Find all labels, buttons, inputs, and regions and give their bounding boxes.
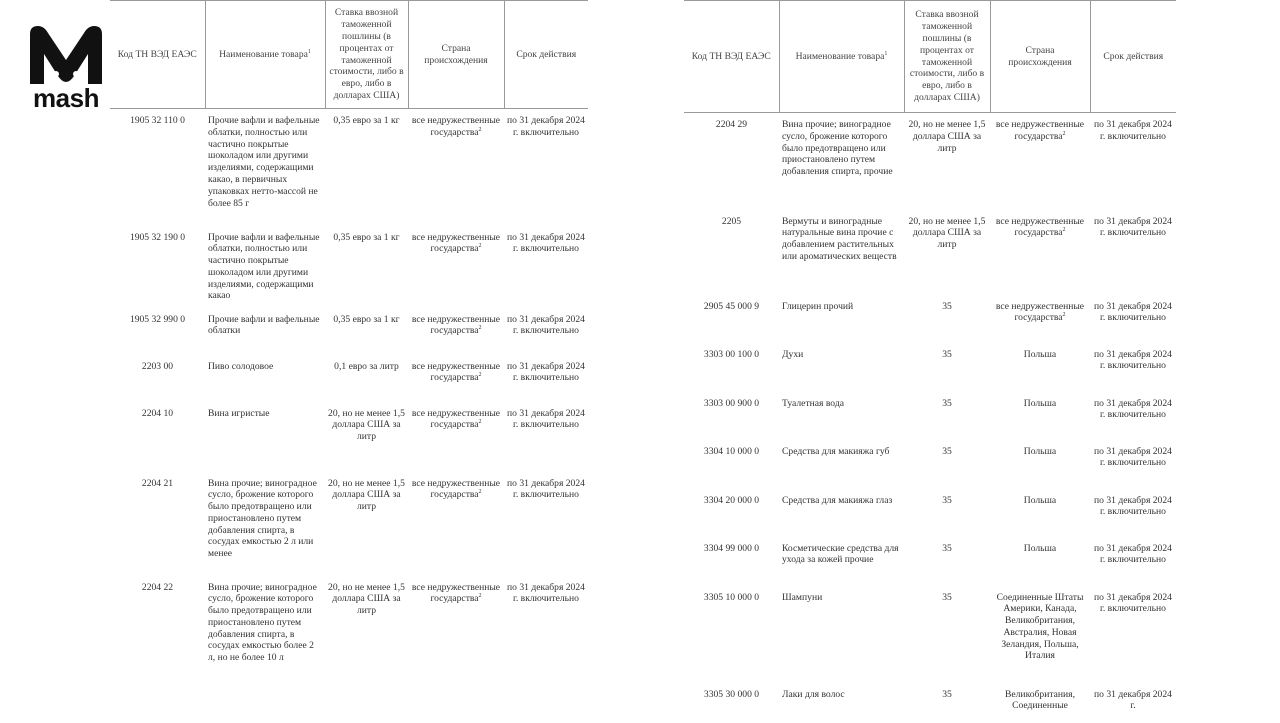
cell-rate: 35 [942,688,952,700]
cell-rate: 0,1 евро за литр [334,360,399,372]
cell-rate: 20, но не менее 1,5 доллара США за литр [328,407,405,443]
cell-country: Соединенные Штаты Америки, Канада, Великобритания, Австралия, Новая Зеландия, Польша, Италия [996,591,1084,662]
table-row [684,392,1176,440]
cell-country: все недружественные государства$^2$ [411,477,501,501]
cell-country: все недружественные государства$^2$ [995,215,1085,239]
cell-code: 1905 32 190 0 [129,231,186,243]
cell-term: по 31 декабря 2024 г. включительно [1094,542,1172,566]
table-row [684,295,1176,343]
table-row [110,308,588,355]
table-row [684,210,1176,295]
cell-country: все недружественные государства$^2$ [995,300,1085,324]
cell-code: 2204 21 [141,477,174,489]
cell-code: 2204 10 [141,407,174,419]
cell-code: 1905 32 110 0 [130,115,185,126]
cell-rate: 20, но не менее 1,5 доллара США за литр [908,119,986,154]
cell-name: Шампуни [782,591,823,603]
cell-rate: 35 [942,348,952,360]
cell-code: 3303 00 100 0 [703,348,760,360]
cell-name: Духи [782,348,804,360]
footnote-mark: 2 [478,325,482,332]
cell-rate: 20, но не менее 1,5 доллара США за литр [328,477,405,513]
footnote-mark: 2 [478,126,482,133]
tariff-table-right [684,0,1176,723]
cell-country: все недружественные государства$^2$ [411,115,501,138]
cell-term: по 31 декабря 2024 г. включительно [507,477,585,501]
document-page-right [684,0,1176,723]
cell-code: 2204 22 [141,581,174,593]
cell-term: по 31 декабря 2024 г. включительно [507,360,585,384]
cell-term: по 31 декабря 2024 г. включительно [507,231,585,255]
cell-code: 3304 20 000 0 [703,494,760,506]
footnote-mark: 2 [478,593,482,600]
footnote-mark: 2 [478,419,482,426]
cell-code: 3305 10 000 0 [703,591,760,603]
cell-code: 3304 10 000 0 [703,445,760,457]
header-name: Наименование товара$^1$ [205,1,325,109]
cell-name: Средства для макияжа глаз [782,494,893,506]
cell-term: по 31 декабря 2024 г. включительно [1094,397,1172,421]
cell-term: по 31 декабря 2024 г. включительно [1094,119,1172,142]
table-row [110,226,588,308]
footnote-mark: 2 [1062,227,1066,234]
cell-name: Вина прочие; виноградное сусло, брожение которого было предотвращено или приостановлено путем добавления спирта, в сосудах емкостью 2 л или менее [208,477,317,560]
cell-country: все недружественные государства$^2$ [411,407,501,431]
table-header-row [684,1,1176,113]
header-term: Срок действия [1090,1,1176,113]
cell-rate: 20, но не менее 1,5 доллара США за литр [908,215,986,251]
footnote-mark: 2 [478,372,482,379]
header-rate: Ставка ввозной таможенной пошлины (в процентах от таможенной стоимости, либо в евро, либо в долларах США) [904,1,990,113]
table-row [684,113,1176,210]
cell-name: Лаки для волос [782,688,845,700]
table-header-row [110,1,588,109]
cell-term: по 31 декабря 2024 г. включительно [507,407,585,431]
table-row [684,586,1176,683]
cell-name: Вина прочие; виноградное сусло, брожение которого было предотвращено или приостановлено путем добавления спирта, прочие [782,119,893,178]
header-country: Страна происхождения [990,1,1090,113]
cell-country: Польша [1023,542,1057,554]
cell-country: все недружественные государства$^2$ [411,360,501,384]
header-country: Страна происхождения [408,1,504,109]
tariff-rows-left [110,109,588,706]
cell-rate: 20, но не менее 1,5 доллара США за литр [328,581,405,617]
cell-country: все недружественные государства$^2$ [411,231,501,255]
cell-name: Вермуты и виноградные натуральные вина прочие с добавлением растительных или ароматических веществ [782,215,897,262]
cell-rate: 35 [942,542,952,554]
cell-code: 3305 30 000 0 [703,688,760,700]
cell-code: 3303 00 900 0 [703,397,760,409]
cell-rate: 35 [942,494,952,506]
logo-text: mash [33,83,99,113]
cell-country: Польша [1023,348,1057,360]
tariff-table-left [110,0,588,706]
header-code: Код ТН ВЭД ЕАЭС [684,1,779,113]
cell-name: Вина прочие; виноградное сусло, брожение которого было предотвращено или приостановлено путем добавления спирта, в сосудах емкостью более 2 л, но не более 10 л [208,581,317,664]
cell-rate: 35 [942,591,952,603]
cell-name: Вина игристые [208,407,270,419]
table-row [110,355,588,402]
cell-term: по 31 декабря 2024 г. включительно [507,115,585,138]
cell-country: Польша [1023,494,1057,506]
cell-code: 2905 45 000 9 [703,300,760,312]
cell-term: по 31 декабря 2024 г. [1094,688,1172,712]
footnote-mark: 2 [1062,130,1066,137]
cell-term: по 31 декабря 2024 г. включительно [1094,591,1172,615]
table-row [684,683,1176,723]
cell-name: Пиво солодовое [208,360,274,372]
cell-term: по 31 декабря 2024 г. включительно [507,313,585,337]
cell-country: Польша [1023,445,1057,457]
tariff-rows-right [684,113,1176,723]
cell-rate: 0,35 евро за 1 кг [333,115,400,126]
cell-rate: 0,35 евро за 1 кг [333,313,400,325]
cell-country: Великобритания, Соединенные [1004,688,1075,712]
cell-name: Прочие вафли и вафельные облатки, полностью или частично покрытые шоколадом или другими изделиями, содержащими какао [208,231,320,302]
cell-term: по 31 декабря 2024 г. включительно [1094,215,1172,239]
cell-rate: 35 [942,397,952,409]
table-row [110,576,588,706]
table-row [684,537,1176,586]
table-row [684,489,1176,537]
cell-code: 3304 99 000 0 [703,542,760,554]
cell-name: Косметические средства для ухода за кожей прочие [782,542,899,566]
table-row [684,440,1176,489]
cell-term: по 31 декабря 2024 г. включительно [1094,348,1172,372]
cell-name: Туалетная вода [782,397,844,409]
table-row [684,343,1176,392]
footnote-mark: 2 [478,243,482,250]
cell-term: по 31 декабря 2024 г. включительно [1094,445,1172,469]
cell-country: все недружественные государства$^2$ [411,313,501,337]
table-row [110,109,588,226]
cell-rate: 35 [942,445,952,457]
mash-logo-mark-icon [26,24,106,86]
footnote-mark: 2 [1062,312,1066,319]
header-rate: Ставка ввозной таможенной пошлины (в процентах от таможенной стоимости, либо в евро, либо в долларах США) [325,1,408,109]
cell-term: по 31 декабря 2024 г. включительно [1094,494,1172,518]
mash-logo [22,22,110,114]
document-page-left [110,0,588,706]
cell-country: все недружественные государства$^2$ [411,581,501,605]
cell-name: Прочие вафли и вафельные облатки [208,313,320,337]
cell-term: по 31 декабря 2024 г. включительно [1094,300,1172,324]
header-code: Код ТН ВЭД ЕАЭС [110,1,205,109]
cell-country: Польша [1023,397,1057,409]
cell-rate: 0,35 евро за 1 кг [333,231,400,243]
cell-code: 1905 32 990 0 [129,313,186,325]
header-name: Наименование товара$^1$ [779,1,904,113]
footnote-mark: 2 [478,489,482,496]
cell-code: 2204 29 [715,119,748,130]
header-term: Срок действия [504,1,588,109]
cell-rate: 35 [942,300,952,312]
cell-code: 2203 00 [141,360,174,372]
cell-name: Глицерин прочий [782,300,854,312]
cell-code: 2205 [721,215,742,227]
table-row [110,402,588,472]
cell-name: Средства для макияжа губ [782,445,890,457]
table-row [110,472,588,576]
cell-name: Прочие вафли и вафельные облатки, полностью или частично покрытые шоколадом или другими изделиями, содержащими какао, в первичных упаковках нетто-массой не более 85 г [208,115,320,209]
cell-term: по 31 декабря 2024 г. включительно [507,581,585,605]
cell-country: все недружественные государства$^2$ [995,119,1085,142]
